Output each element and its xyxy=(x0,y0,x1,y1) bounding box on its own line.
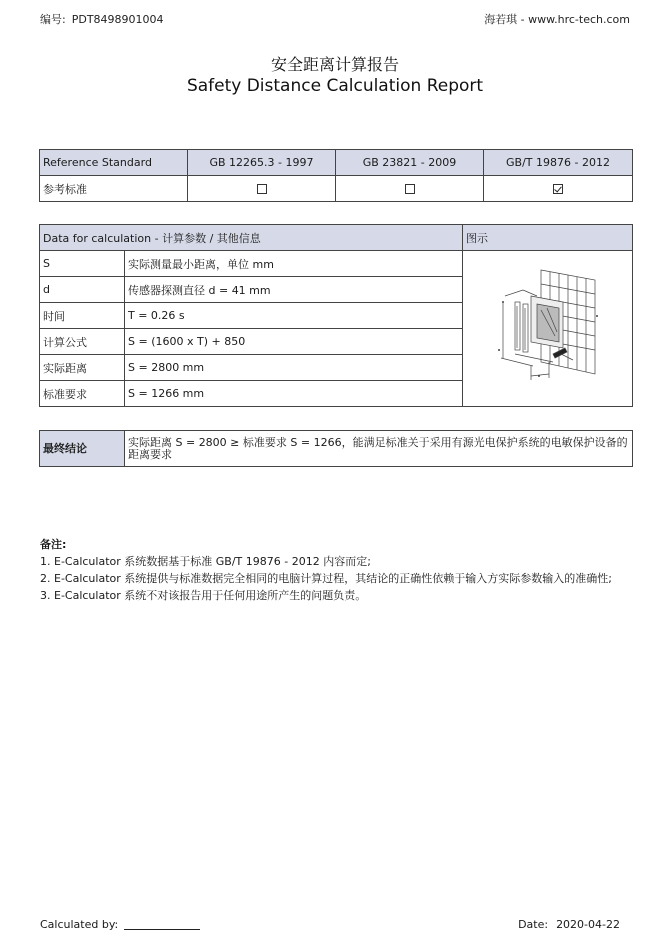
notes-section xyxy=(40,536,612,604)
calculated-by-label: Calculated by: xyxy=(40,918,119,931)
safety-distance-diagram xyxy=(493,262,603,392)
note-item: 3. E-Calculator 系统不对该报告用于任何用途所产生的问题负责。 xyxy=(40,589,367,602)
report-number-value: PDT8498901004 xyxy=(71,13,164,26)
conclusion-text: 实际距离 S = 2800 ≥ 标准要求 S = 1266，能满足标准关于采用有源光电保护系统的电敏保护设备的距离要求 xyxy=(125,431,633,467)
param-value: T = 0.26 s xyxy=(125,303,463,329)
param-key: 计算公式 xyxy=(40,329,125,355)
page-title-en: Safety Distance Calculation Report xyxy=(186,76,484,96)
param-key: d xyxy=(40,277,125,303)
param-key: 标准要求 xyxy=(40,381,125,407)
figure-header: 图示 xyxy=(463,225,633,251)
date-label: Date: xyxy=(518,918,549,931)
param-value: 实际测量最小距离，单位 mm xyxy=(125,251,463,277)
standard-name: GB 12265.3 - 1997 xyxy=(188,150,336,176)
figure-cell xyxy=(463,251,633,407)
company-info: 海若琪 - www.hrc-tech.com xyxy=(484,13,630,26)
notes-title: 备注: xyxy=(40,538,67,551)
param-key: S xyxy=(40,251,125,277)
report-date xyxy=(518,918,620,931)
standard-checkbox[interactable] xyxy=(405,184,415,194)
calculation-table xyxy=(39,224,633,407)
standard-checkbox-cell xyxy=(188,176,336,202)
reference-standard-table xyxy=(39,149,633,202)
conclusion-row xyxy=(40,431,633,467)
standard-name: GB 23821 - 2009 xyxy=(336,150,484,176)
calculated-by xyxy=(40,918,200,931)
note-item: 1. E-Calculator 系统数据基于标准 GB/T 19876 - 2012 内容而定; xyxy=(40,555,371,568)
param-value: S = 2800 mm xyxy=(125,355,463,381)
table-row xyxy=(40,251,633,277)
standard-name: GB/T 19876 - 2012 xyxy=(484,150,633,176)
param-key: 实际距离 xyxy=(40,355,125,381)
standard-header-label: Reference Standard xyxy=(40,150,188,176)
report-number-label: 编号: xyxy=(40,13,66,26)
date-value: 2020-04-22 xyxy=(556,918,620,931)
calculation-header-row xyxy=(40,225,633,251)
param-value: 传感器探测直径 d = 41 mm xyxy=(125,277,463,303)
param-key: 时间 xyxy=(40,303,125,329)
standard-header-row xyxy=(40,150,633,176)
standard-checkbox-cell xyxy=(336,176,484,202)
calculation-header: Data for calculation - 计算参数 / 其他信息 xyxy=(40,225,463,251)
param-value: S = (1600 x T) + 850 xyxy=(125,329,463,355)
param-value: S = 1266 mm xyxy=(125,381,463,407)
conclusion-label: 最终结论 xyxy=(40,431,125,467)
conclusion-table xyxy=(39,430,633,467)
note-item: 2. E-Calculator 系统提供与标准数据完全相同的电脑计算过程，其结论的正确性依赖于输入方实际参数输入的准确性; xyxy=(40,572,612,585)
standard-checkbox[interactable] xyxy=(553,184,563,194)
report-number xyxy=(40,11,164,27)
standard-checkbox[interactable] xyxy=(257,184,267,194)
signature-line xyxy=(124,929,200,930)
standard-checkbox-row xyxy=(40,176,633,202)
page-title-zh: 安全距离计算报告 xyxy=(270,55,399,74)
standard-row-label: 参考标准 xyxy=(40,176,188,202)
standard-checkbox-cell xyxy=(484,176,633,202)
